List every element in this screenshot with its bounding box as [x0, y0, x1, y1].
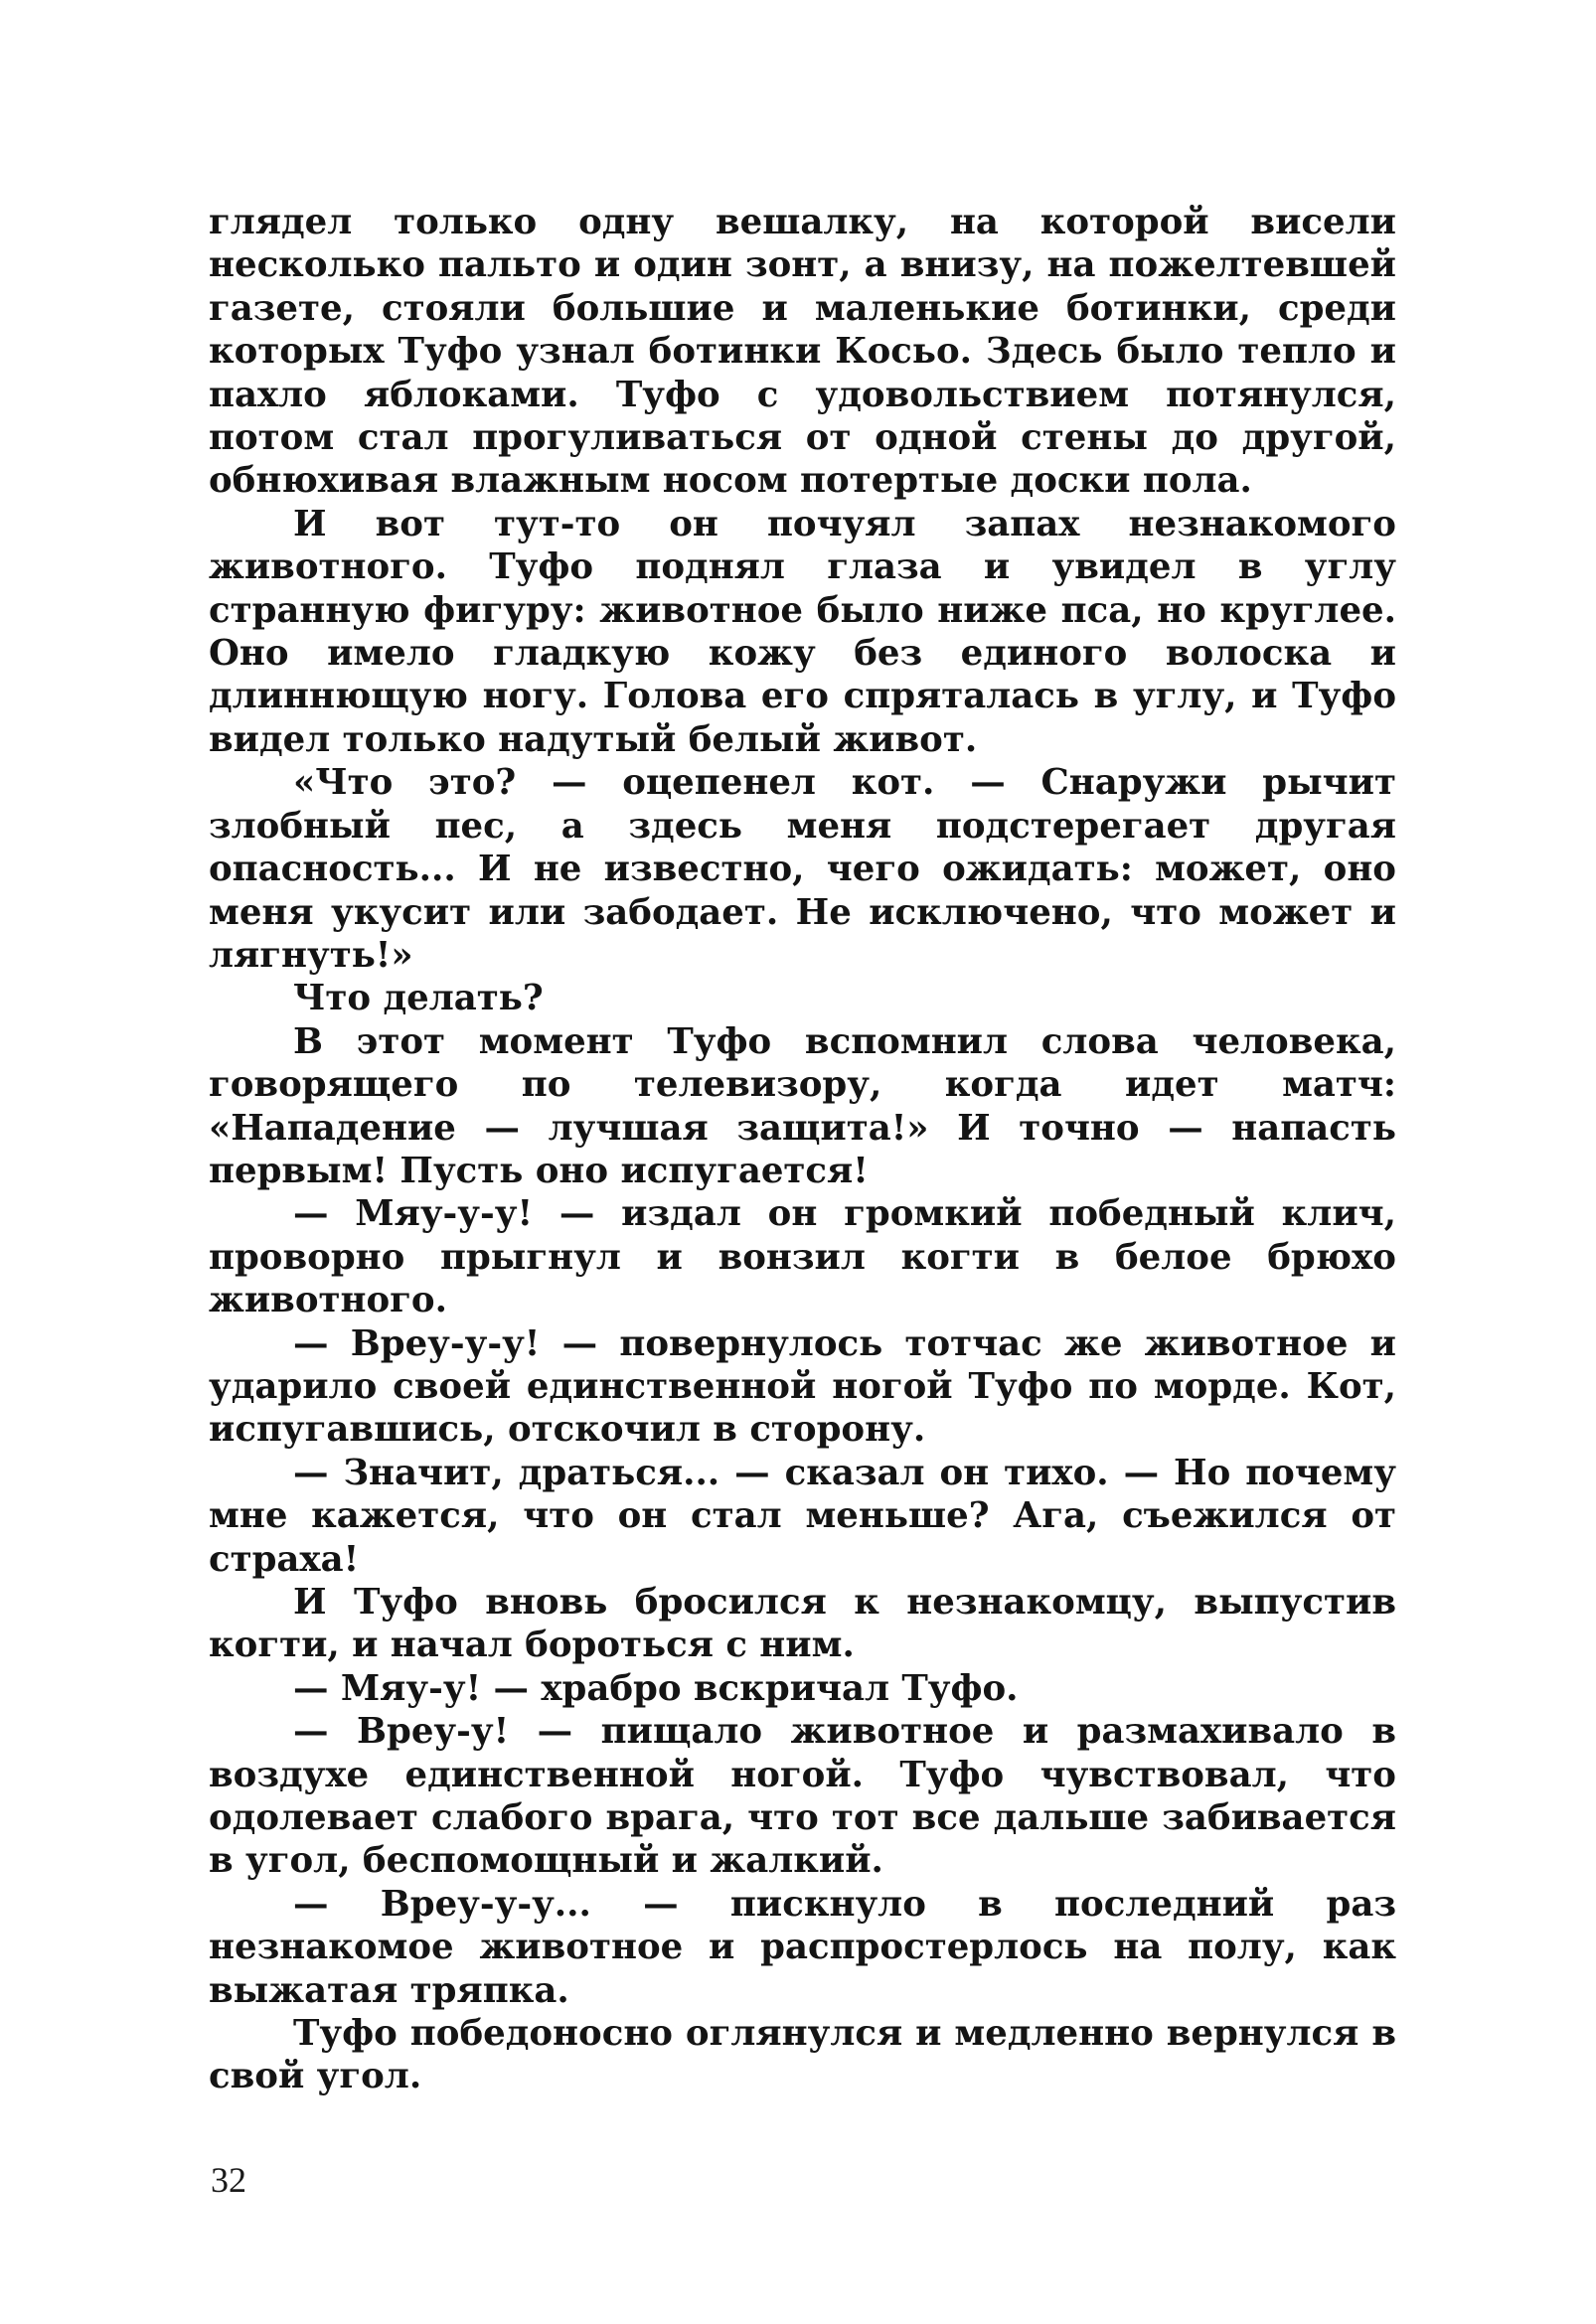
paragraph: — Вреу-у! — пищало животное и размахивало в воздухе единственной ногой. Туфо чувствовал, что одолевает слабого врага, что тот все дальше забивается в угол, беспомощный и жалкий. — [209, 1711, 1396, 1882]
paragraph: Что делать? — [293, 978, 544, 1019]
body-text — [209, 201, 1396, 2098]
page-number: 32 — [211, 2160, 246, 2200]
paragraph: И Туфо вновь бросился к незнакомцу, выпустив когти, и начал бороться с ним. — [209, 1582, 1396, 1666]
paragraph: — Вреу-у-у... — пискнуло в последний раз незнакомое животное и распростерлось на полу, как выжатая тряпка. — [209, 1883, 1396, 2011]
paragraph: И вот тут-то он почуял запах незнакомого животного. Туфо поднял глаза и увидел в углу странную фигуру: животное было ниже пса, но круглее. Оно имело гладкую кожу без единого волоска и длиннющую ногу. Голова его спряталась в углу, и Туфо видел только надутый белый живот. — [209, 503, 1396, 760]
paragraph: Туфо победоносно оглянулся и медленно вернулся в свой угол. — [209, 2013, 1396, 2097]
paragraph: В этот момент Туфо вспомнил слова человека, говорящего по телевизору, когда идет матч: «Нападение — лучшая защита!» И точно — напасть первым! Пусть оно испугается! — [209, 1020, 1396, 1191]
paragraph: «Что это? — оцепенел кот. — Снаружи рычит злобный пес, а здесь меня подстерегает другая опасность... И не известно, чего ожидать: может, оно меня укусит или забодает. Не исключено, что может и лягнуть!» — [209, 762, 1396, 976]
paragraph: глядел только одну вешалку, на которой висели несколько пальто и один зонт, а внизу, на пожелтевшей газете, стояли большие и маленькие ботинки, среди которых Туфо узнал ботинки Косьо. Здесь было тепло и пахло яблоками. Туфо с удовольствием потянулся, потом стал прогуливаться от одной стены до другой, обнюхивая влажным носом потертые доски пола. — [209, 202, 1396, 502]
paragraph: — Мяу-у! — храбро вскричал Туфо. — [293, 1667, 1019, 1709]
paragraph: — Вреу-у-у! — повернулось тотчас же животное и ударило своей единственной ногой Туфо по морде. Кот, испугавшись, отскочил в сторону. — [209, 1322, 1396, 1451]
paragraph: — Значит, драться... — сказал он тихо. — Но почему мне кажется, что он стал меньше? Ага, съежился от страха! — [209, 1452, 1396, 1580]
paragraph: — Мяу-у-у! — издал он громкий победный клич, проворно прыгнул и вонзил когти в белое брюхо животного. — [209, 1193, 1396, 1321]
